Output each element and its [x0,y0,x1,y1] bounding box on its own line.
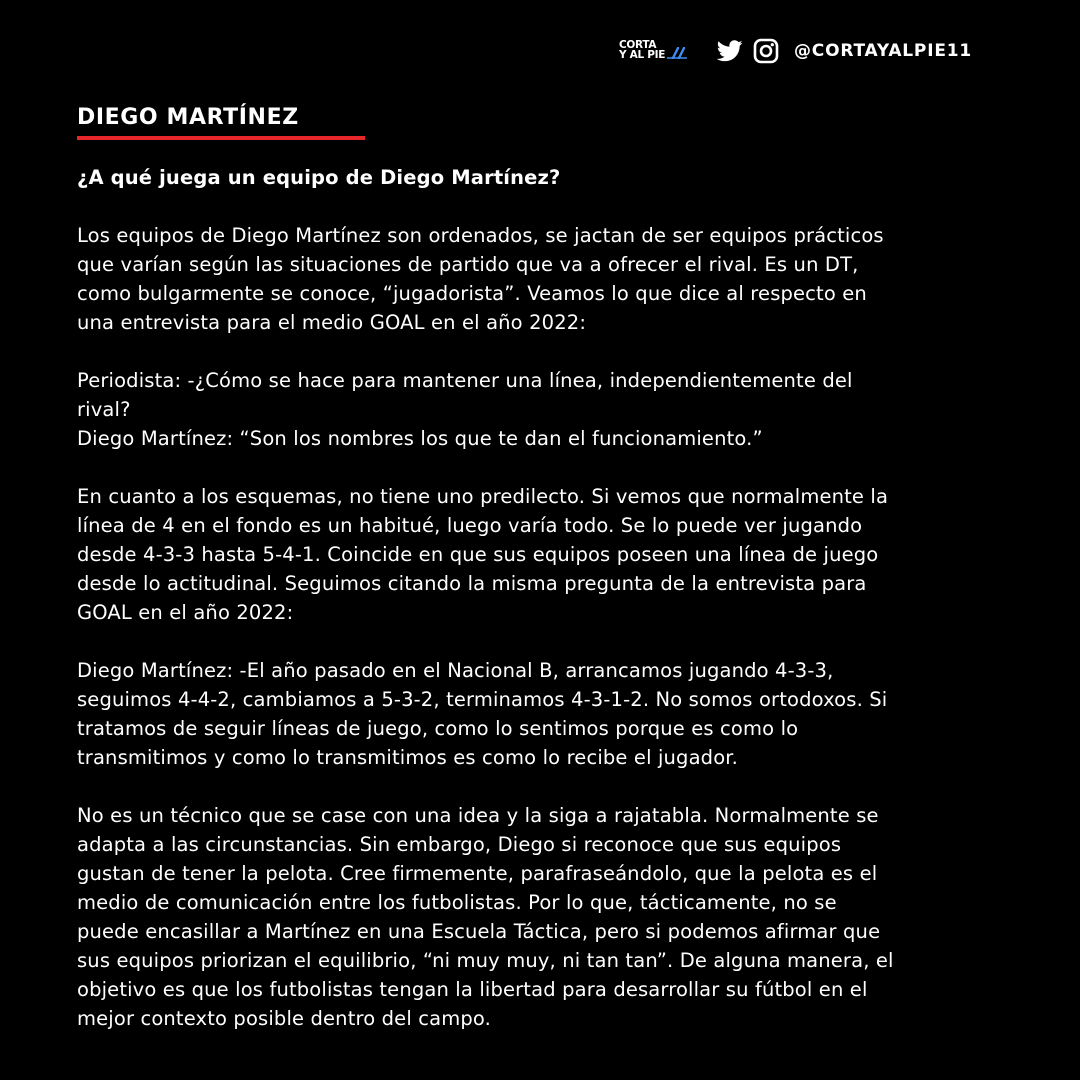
text-line: medio de comunicación entre los futbolistas. Por lo que, tácticamente, no se [77,891,837,914]
text-line: transmitimos y como lo transmitimos es como lo recibe el jugador. [77,746,739,769]
text-line: que varían según las situaciones de partido que va a ofrecer el rival. Es un DT, [77,253,859,276]
text-line: línea de 4 en el fondo es un habitué, luego varía todo. Se lo puede ver jugando [77,514,863,537]
article-question: ¿A qué juega un equipo de Diego Martínez? [77,166,561,189]
logo-line-1: CORTA [619,39,657,51]
logo-line-2: Y AL PIE [619,49,666,61]
text-line: rival? [77,398,131,421]
text-line: En cuanto a los esquemas, no tiene uno predilecto. Si vemos que normalmente la [77,485,889,508]
social-handle[interactable]: @CORTAYALPIE11 [794,41,972,61]
text-line: Periodista: -¿Cómo se hace para mantener una línea, independientemente del [77,369,853,392]
text-line: puede encasillar a Martínez en una Escuela Táctica, pero si podemos afirmar que [77,920,881,943]
text-line: Diego Martínez: -El año pasado en el Nacional B, arrancamos jugando 4-3-3, [77,659,834,682]
article-body [77,163,1017,1062]
text-line: objetivo es que los futbolistas tengan la libertad para desarrollar su fútbol en el [77,978,868,1001]
text-line: No es un técnico que se case con una idea y la siga a rajatabla. Normalmente se [77,804,879,827]
text-line: adapta a las circunstancias. Sin embargo, Diego si reconoce que sus equipos [77,833,842,856]
title-underline [77,136,365,140]
text-line: tratamos de seguir líneas de juego, como lo sentimos porque es como lo [77,717,799,740]
text-line: Los equipos de Diego Martínez son ordenados, se jactan de ser equipos prácticos [77,224,884,247]
page-title: DIEGO MARTÍNEZ [77,105,299,130]
text-line: seguimos 4-4-2, cambiamos a 5-3-2, terminamos 4-3-1-2. No somos ortodoxos. Si [77,688,888,711]
paragraph-intro [77,221,1017,337]
brand-bar [617,36,1017,66]
text-line: gustan de tener la pelota. Cree firmemente, parafraseándolo, que la pelota es el [77,862,878,885]
logo-slashes-icon [667,47,689,59]
instagram-icon[interactable] [753,38,779,64]
text-line: Diego Martínez: “Son los nombres los que te dan el funcionamiento.” [77,427,763,450]
brand-logo [617,36,691,66]
text-line: como bulgarmente se conoce, “jugadorista”. Veamos lo que dice al respecto en [77,282,867,305]
text-line: mejor contexto posible dentro del campo. [77,1007,491,1030]
paragraph-conclusion [77,801,1017,1033]
text-line: desde lo actitudinal. Seguimos citando la misma pregunta de la entrevista para [77,572,867,595]
paragraph-interview-quote [77,366,1017,453]
text-line: GOAL en el año 2022: [77,601,294,624]
text-line: desde 4-3-3 hasta 5-4-1. Coincide en que sus equipos poseen una línea de juego [77,543,879,566]
paragraph-nacional-b-quote [77,656,1017,772]
twitter-icon[interactable] [717,39,743,63]
title-block [77,104,365,140]
text-line: sus equipos priorizan el equilibrio, “ni muy muy, ni tan tan”. De alguna manera, el [77,949,894,972]
text-line: una entrevista para el medio GOAL en el año 2022: [77,311,587,334]
paragraph-schemes [77,482,1017,627]
